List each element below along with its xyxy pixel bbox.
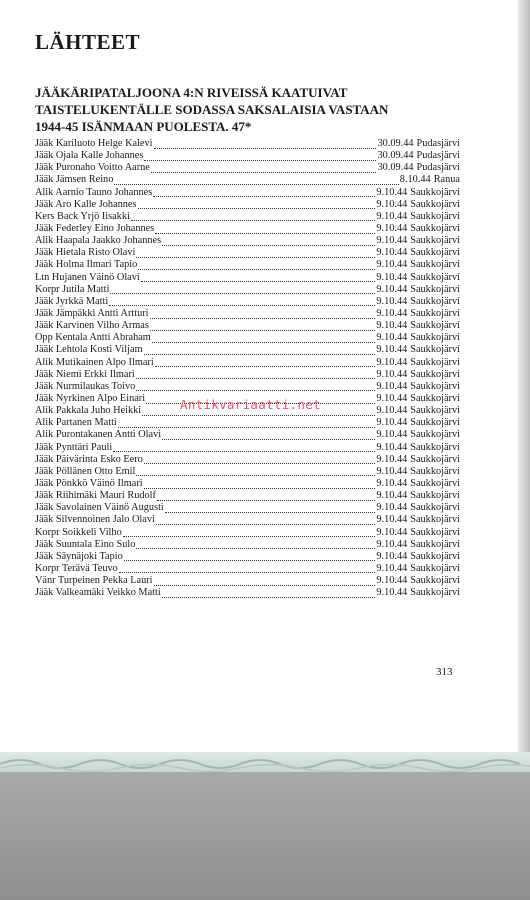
dot-leader (157, 492, 375, 501)
section-heading (35, 84, 475, 135)
page-number: 313 (436, 666, 453, 678)
entry-date: 9.10.44 (376, 392, 408, 404)
list-item (35, 344, 460, 356)
entry-place: Saukkojärvi (410, 392, 460, 404)
dot-leader (153, 188, 375, 197)
dot-leader (114, 176, 398, 185)
entry-date: 9.10.44 (376, 198, 408, 210)
entry-date: 9.10.44 (376, 380, 408, 392)
entry-date: 9.10.44 (376, 344, 408, 356)
dot-leader (150, 322, 375, 331)
entry-name: Jääk Niemi Erkki Ilmari (35, 368, 135, 380)
dot-leader (131, 212, 376, 221)
entry-name: Jääk Karvinen Vilho Armas (35, 320, 149, 332)
entry-date: 9.10.44 (376, 587, 408, 599)
dot-leader (138, 200, 376, 209)
entry-place: Saukkojärvi (410, 477, 460, 489)
entry-place: Saukkojärvi (410, 538, 460, 550)
entry-name: Alik Haapala Jaakko Johannes (35, 235, 162, 247)
entry-name: Jääk Kariluoto Helge Kalevi (35, 138, 153, 149)
entry-date: 9.10.44 (376, 441, 408, 453)
entry-place: Saukkojärvi (410, 380, 460, 392)
dot-leader (144, 455, 376, 464)
list-item (35, 150, 460, 162)
entry-place: Saukkojärvi (410, 526, 460, 538)
dot-leader (152, 334, 376, 343)
entry-place: Saukkojärvi (410, 332, 460, 344)
dot-leader (138, 261, 375, 270)
entry-date: 9.10.44 (376, 356, 408, 368)
entry-place: Saukkojärvi (410, 550, 460, 562)
entry-place: Pudasjärvi (416, 162, 460, 174)
dot-leader (151, 164, 377, 173)
entry-place: Saukkojärvi (410, 344, 460, 356)
dot-leader (136, 382, 375, 391)
list-item (35, 174, 460, 186)
dot-leader (154, 577, 376, 586)
list-item (35, 575, 460, 587)
entry-date: 9.10.44 (376, 259, 408, 271)
entry-date: 9.10.44 (376, 186, 408, 198)
entry-date: 9.10.44 (376, 477, 408, 489)
entry-place: Ranua (433, 174, 460, 186)
list-item (35, 284, 460, 296)
dot-leader (144, 152, 376, 161)
entry-name: Alik Pakkala Juho Heikki (35, 405, 142, 417)
entry-place: Saukkojärvi (410, 514, 460, 526)
dot-leader (109, 297, 375, 306)
entry-name: Opp Kentala Antti Abraham (35, 332, 151, 344)
entry-date: 9.10.44 (376, 247, 408, 259)
entry-name: Ltn Hujanen Väinö Olavi (35, 271, 140, 283)
entry-name: Korpr Jutila Matti (35, 283, 110, 295)
list-item (35, 259, 460, 271)
dot-leader (124, 552, 376, 561)
entry-date: 9.10.44 (376, 502, 408, 514)
list-item (35, 429, 460, 441)
entry-place: Saukkojärvi (410, 198, 460, 210)
list-item (35, 272, 460, 284)
entry-date: 9.10.44 (376, 320, 408, 332)
list-item (35, 357, 460, 369)
list-item (35, 563, 460, 575)
dot-leader (123, 528, 376, 537)
entry-name: Jääk Hietala Risto Olavi (35, 247, 136, 259)
list-item (35, 551, 460, 563)
entry-date: 9.10.44 (376, 271, 408, 283)
entry-place: Saukkojärvi (410, 562, 460, 574)
entry-place: Saukkojärvi (410, 417, 460, 429)
entry-place: Saukkojärvi (410, 575, 460, 587)
entry-place: Saukkojärvi (410, 295, 460, 307)
dot-leader (136, 467, 375, 476)
entry-place: Pudasjärvi (416, 150, 460, 162)
list-item (35, 514, 460, 526)
dot-leader (141, 273, 376, 282)
entry-date: 9.10.44 (376, 222, 408, 234)
entry-date: 9.10.44 (376, 283, 408, 295)
list-item (35, 417, 460, 429)
entry-place: Saukkojärvi (410, 320, 460, 332)
dot-leader (155, 225, 375, 234)
entry-date: 9.10.44 (376, 235, 408, 247)
entry-place: Saukkojärvi (410, 368, 460, 380)
entry-name: Korpr Terävä Teuvo (35, 562, 118, 574)
entry-name: Alik Mutikainen Alpo Ilmari (35, 356, 154, 368)
dot-leader (119, 564, 376, 573)
dot-leader (156, 516, 376, 525)
entry-place: Saukkojärvi (410, 405, 460, 417)
dot-leader (155, 358, 376, 367)
entry-date: 30.09.44 (377, 138, 414, 149)
page-title: LÄHTEET (35, 30, 141, 54)
page-bottom-edge (0, 752, 530, 772)
entry-date: 9.10.44 (376, 307, 408, 319)
entry-place: Saukkojärvi (410, 587, 460, 599)
entry-name: Jääk Jyrkkä Matti (35, 295, 109, 307)
list-item (35, 527, 460, 539)
entry-name: Jääk Riihimäki Mauri Rudolf (35, 490, 156, 502)
dot-leader (165, 504, 376, 513)
casualty-list (35, 138, 460, 599)
entry-date: 8.10.44 (399, 174, 431, 186)
list-item (35, 454, 460, 466)
entry-date: 9.10.44 (376, 210, 408, 222)
entry-name: Alik Purontakanen Antti Olavi (35, 429, 162, 441)
list-item (35, 381, 460, 393)
page-edge-shadow (518, 0, 530, 752)
entry-date: 9.10.44 (376, 332, 408, 344)
entry-name: Jääk Holma Ilmari Tapio (35, 259, 138, 271)
entry-name: Jääk Pönkkö Väinö Ilmari (35, 477, 143, 489)
list-item (35, 138, 460, 150)
entry-name: Jääk Puronaho Voitto Aarne (35, 162, 150, 174)
entry-name: Alik Aarnio Tauno Johannes (35, 186, 153, 198)
entry-name: Jääk Lehtola Kosti Viljam (35, 344, 143, 356)
section-heading-line: 1944-45 ISÄNMAAN PUOLESTA. 47* (35, 119, 252, 134)
entry-place: Saukkojärvi (410, 441, 460, 453)
entry-name: Jääk Pöllänen Otto Emil (35, 465, 136, 477)
dot-leader (162, 237, 375, 246)
entry-place: Saukkojärvi (410, 307, 460, 319)
entry-date: 9.10.44 (376, 562, 408, 574)
entry-place: Saukkojärvi (410, 490, 460, 502)
entry-name: Jääk Jämsen Reino (35, 174, 114, 186)
entry-place: Saukkojärvi (410, 235, 460, 247)
list-item (35, 308, 460, 320)
entry-name: Vänr Turpeinen Pekka Lauri (35, 575, 153, 587)
list-item (35, 320, 460, 332)
entry-name: Jääk Savolainen Väinö Augusti (35, 502, 164, 514)
entry-name: Jääk Ojala Kalle Johannes (35, 150, 144, 162)
section-heading-line: TAISTELUKENTÄLLE SODASSA SAKSALAISIA VASTAAN (35, 102, 389, 117)
list-item (35, 369, 460, 381)
entry-name: Jääk Pynttäri Pauli (35, 441, 113, 453)
entry-date: 9.10.44 (376, 465, 408, 477)
entry-place: Saukkojärvi (410, 247, 460, 259)
entry-name: Alik Partanen Matti (35, 417, 117, 429)
list-item (35, 162, 460, 174)
list-item (35, 235, 460, 247)
list-item (35, 539, 460, 551)
entry-name: Jääk Silvennoinen Jalo Olavi (35, 514, 155, 526)
list-item (35, 211, 460, 223)
entry-name: Jääk Suuntala Eino Sulo (35, 538, 136, 550)
dot-leader (144, 346, 376, 355)
list-item (35, 223, 460, 235)
entry-date: 9.10.44 (376, 526, 408, 538)
entry-name: Jääk Säynäjoki Tapio (35, 550, 123, 562)
dot-leader (110, 285, 375, 294)
entry-place: Saukkojärvi (410, 356, 460, 368)
entry-place: Saukkojärvi (410, 283, 460, 295)
entry-place: Saukkojärvi (410, 259, 460, 271)
entry-name: Jääk Aro Kalle Johannes (35, 198, 137, 210)
entry-place: Saukkojärvi (410, 222, 460, 234)
entry-name: Korpr Soikkeli Vilho (35, 526, 122, 538)
entry-place: Saukkojärvi (410, 210, 460, 222)
entry-date: 9.10.44 (376, 405, 408, 417)
list-item (35, 332, 460, 344)
entry-name: Jääk Nyrkinen Alpo Einari (35, 392, 146, 404)
entry-place: Saukkojärvi (410, 465, 460, 477)
entry-date: 9.10.44 (376, 453, 408, 465)
entry-place: Saukkojärvi (410, 271, 460, 283)
entry-date: 9.10.44 (376, 295, 408, 307)
entry-date: 9.10.44 (376, 514, 408, 526)
entry-date: 9.10.44 (376, 575, 408, 587)
list-item (35, 442, 460, 454)
dot-leader (162, 589, 376, 598)
entry-place: Saukkojärvi (410, 453, 460, 465)
entry-place: Saukkojärvi (410, 429, 460, 441)
entry-name: Jääk Valkeamäki Veikko Matti (35, 587, 161, 599)
entry-name: Jääk Jämpäkki Antti Artturi (35, 307, 149, 319)
entry-date: 9.10.44 (376, 368, 408, 380)
decorative-edge-pattern (0, 752, 530, 772)
entry-date: 9.10.44 (376, 538, 408, 550)
list-item (35, 296, 460, 308)
entry-place: Pudasjärvi (416, 138, 460, 149)
entry-date: 30.09.44 (377, 162, 414, 174)
dot-leader (136, 370, 376, 379)
watermark: Antikvariaatti.net (180, 397, 321, 412)
dot-leader (118, 419, 376, 428)
background-surface (0, 772, 530, 900)
list-item (35, 587, 460, 599)
list-item (35, 490, 460, 502)
list-item (35, 187, 460, 199)
list-item (35, 199, 460, 211)
list-item (35, 247, 460, 259)
dot-leader (136, 249, 375, 258)
entry-date: 9.10.44 (376, 490, 408, 502)
list-item (35, 478, 460, 490)
section-heading-line: JÄÄKÄRIPATALJOONA 4:N RIVEISSÄ KAATUIVAT (35, 85, 348, 100)
entry-name: Jääk Federley Eino Johannes (35, 222, 155, 234)
dot-leader (144, 480, 376, 489)
entry-place: Saukkojärvi (410, 502, 460, 514)
dot-leader (154, 140, 377, 149)
entry-date: 9.10.44 (376, 550, 408, 562)
entry-date: 9.10.44 (376, 417, 408, 429)
entry-name: Jääk Nurmilaukas Toivo (35, 380, 136, 392)
entry-name: Jääk Päivärinta Esko Eero (35, 453, 143, 465)
dot-leader (162, 431, 375, 440)
entry-place: Saukkojärvi (410, 186, 460, 198)
entry-date: 30.09.44 (377, 150, 414, 162)
dot-leader (113, 443, 375, 452)
dot-leader (136, 540, 375, 549)
entry-date: 9.10.44 (376, 429, 408, 441)
entry-name: Kers Back Yrjö Iisakki (35, 210, 130, 222)
list-item (35, 502, 460, 514)
dot-leader (150, 310, 376, 319)
list-item (35, 466, 460, 478)
